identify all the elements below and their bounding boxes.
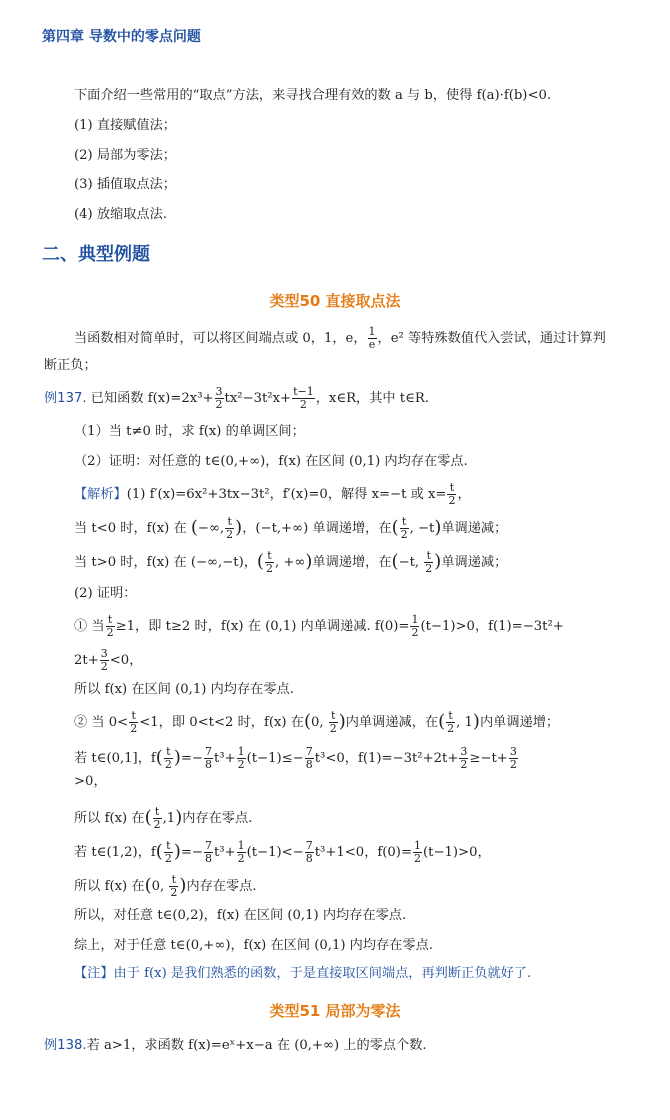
fraction-3-2: $\frac{3}{2}$ [215, 385, 223, 411]
solution-line-5: ① 当 $\frac{t}{2}$ ≥1，即 t≥2 时，f(x) 在 (0,1) 内单调递减. f(0)= $\frac{1}{2}$ (t−1)>0，f(1)=−3t²+ [74, 613, 564, 639]
example-137-q1: （1）当 t≠0 时，求 f(x) 的单调区间； [74, 424, 305, 439]
example-137-label: 例137. [44, 391, 87, 406]
example-137-stem: 例137. 已知函数 f(x)=2x³+ $\frac{3}{2}$ tx²−3t²x+ $\frac{t-1}{2}$ ，x∈R，其中 t∈R. [44, 385, 429, 411]
solution-line-15: 综上，对于任意 t∈(0,+∞)，f(x) 在区间 (0,1) 内均存在零点. [74, 938, 433, 953]
solution-line-3: 当 t>0 时，f(x) 在 (−∞,−t)，( $\frac{t}{2}$ , +∞)单调递增，在(−t, $\frac{t}{2}$ )单调递减； [74, 549, 508, 575]
type50-title: 类型50 直接取点法 [269, 292, 401, 310]
fraction-1-over-e: $\frac{1}{e}$ [368, 325, 376, 351]
type50-desc-3: 断正负； [44, 358, 97, 373]
solution-line-9: 若 t∈(0,1]，f( $\frac{t}{2}$ )=− $\frac{7}{8}$ t³+ $\frac{1}{2}$ (t−1)≤− $\frac{7}{8}$ t³<0，f(1)=−3t²+2t+ $\frac{3}{2}$ ≥−t+ $\frac{3}{2}$ [74, 745, 517, 771]
section-title: 二、典型例题 [42, 244, 150, 265]
solution-line-10: >0， [74, 774, 107, 789]
solution-line-11: 所以 f(x) 在( $\frac{t}{2}$ ,1)内存在零点. [74, 805, 253, 831]
type51-title: 类型51 局部为零法 [269, 1002, 401, 1020]
type50-desc-1: 当函数相对简单时，可以将区间端点或 0，1，e， [74, 331, 367, 346]
solution-line-4: (2) 证明： [74, 586, 137, 601]
solution-line-12: 若 t∈(1,2)，f( $\frac{t}{2}$ )=− $\frac{7}{8}$ t³+ $\frac{1}{2}$ (t−1)<− $\frac{7}{8}$ t³+1<0，f(0)= $\frac{1}{2}$ (t−1)>0， [74, 839, 491, 865]
method-4: (4) 放缩取点法. [74, 207, 168, 222]
solution-line-2: 当 t<0 时，f(x) 在 (−∞, $\frac{t}{2}$ )，(−t,+∞) 单调递增，在( $\frac{t}{2}$ , −t)单调递减； [74, 515, 508, 541]
solution-note: 【注】由于 f(x) 是我们熟悉的函数，于是直接取区间端点，再判断正负就好了. [74, 966, 532, 981]
solution-tag: 【解析】 [74, 487, 127, 502]
type50-desc [74, 326, 606, 351]
type50-desc-2: ，e² 等特殊数值代入尝试，通过计算判 [377, 331, 606, 346]
method-1: (1) 直接赋值法； [74, 118, 176, 133]
solution-line-7: 所以 f(x) 在区间 (0,1) 内均存在零点. [74, 682, 294, 697]
solution-line-13: 所以 f(x) 在(0, $\frac{t}{2}$ )内存在零点. [74, 873, 257, 899]
example-138-label: 例138. [44, 1038, 87, 1053]
solution-line-8: ② 当 0< $\frac{t}{2}$ <1，即 0<t<2 时，f(x) 在(0, $\frac{t}{2}$ )内单调递减，在( $\frac{t}{2}$ , 1)内单调递增； [74, 709, 560, 735]
fraction-t-1-over-2: $\frac{t-1}{2}$ [293, 385, 314, 411]
solution-line-1: 【解析】(1) f′(x)=6x²+3tx−3t²，f′(x)=0，解得 x=−t 或 x= $\frac{t}{2}$ ， [74, 481, 471, 507]
chapter-header: 第四章 导数中的零点问题 [42, 29, 201, 45]
example-137-q2: （2）证明：对任意的 t∈(0,+∞)，f(x) 在区间 (0,1) 内均存在零点. [74, 454, 468, 469]
solution-line-6: 2t+ $\frac{3}{2}$ <0， [74, 647, 143, 673]
method-2: (2) 局部为零法； [74, 148, 176, 163]
example-138: 例138.若 a>1，求函数 f(x)=eˣ+x−a 在 (0,+∞) 上的零点个数. [44, 1038, 427, 1053]
intro-text: 下面介绍一些常用的“取点”方法，来寻找合理有效的数 a 与 b，使得 f(a)·f(b)<0. [74, 88, 552, 103]
method-3: (3) 插值取点法； [74, 177, 176, 192]
solution-line-14: 所以，对任意 t∈(0,2)，f(x) 在区间 (0,1) 内均存在零点. [74, 908, 407, 923]
